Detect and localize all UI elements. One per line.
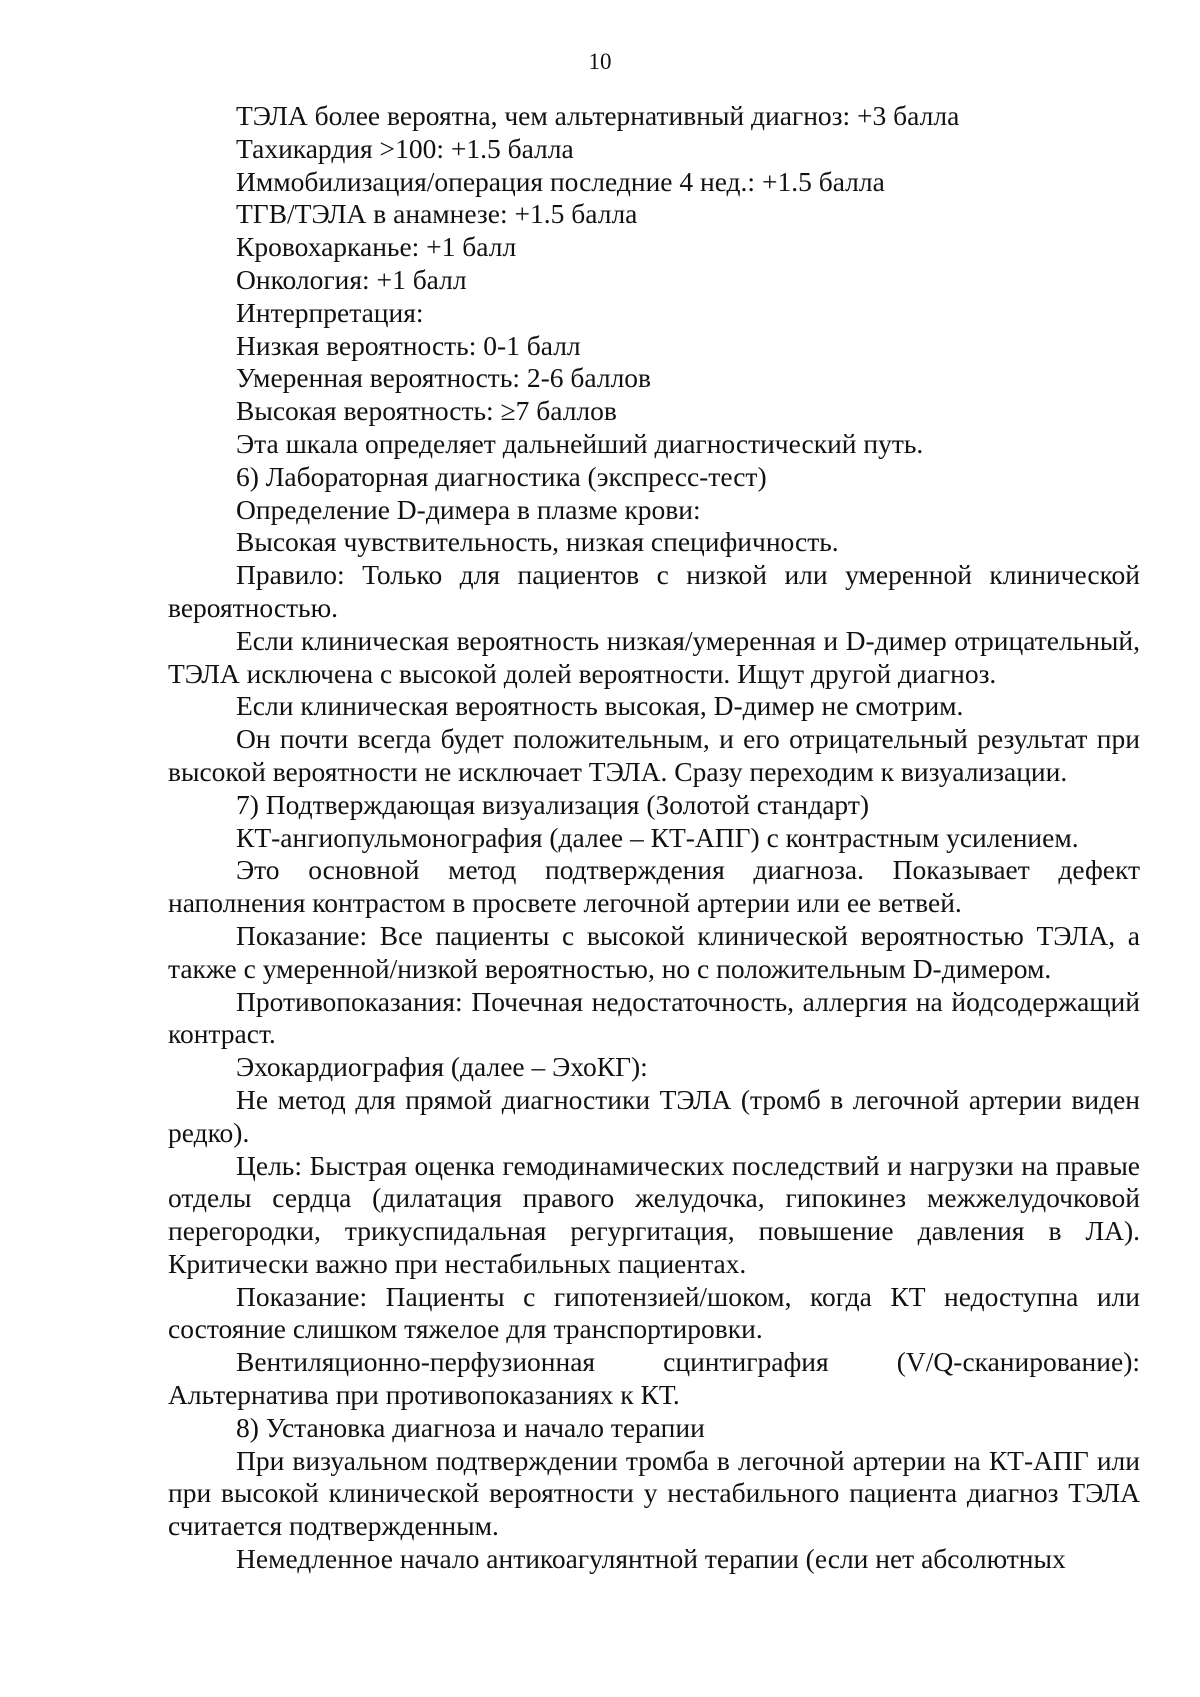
paragraph: Это основной метод подтверждения диагноза. Показывает дефект наполнения контрастом в просвете легочной артерии или ее ветвей. bbox=[168, 854, 1140, 919]
paragraph: Онкология: +1 балл bbox=[236, 263, 467, 295]
paragraph: Интерпретация: bbox=[236, 296, 424, 328]
paragraph: КТ-ангиопульмонография (далее – КТ-АПГ) с контрастным усилением. bbox=[236, 821, 1079, 853]
paragraph: ТЭЛА более вероятна, чем альтернативный диагноз: +3 балла bbox=[236, 100, 960, 131]
paragraph: Если клиническая вероятность низкая/умеренная и D-димер отрицательный, ТЭЛА исключена с высокой долей вероятности. Ищут другой диагноз. bbox=[168, 624, 1140, 689]
paragraph: Тахикардия >100: +1.5 балла bbox=[236, 132, 574, 164]
paragraph: Высокая вероятность: ≥7 баллов bbox=[236, 395, 617, 427]
paragraph: Низкая вероятность: 0-1 балл bbox=[236, 329, 581, 361]
paragraph: При визуальном подтверждении тромба в легочной артерии на КТ-АПГ или при высокой клинической вероятности у нестабильного пациента диагноз ТЭЛА считается подтвержденным. bbox=[168, 1444, 1140, 1542]
paragraph: Правило: Только для пациентов с низкой или умеренной клинической вероятностью. bbox=[168, 559, 1140, 623]
section-heading: 8) Установка диагноза и начало терапии bbox=[236, 1411, 705, 1443]
paragraph: Эхокардиография (далее – ЭхоКГ): bbox=[236, 1051, 648, 1083]
section-heading: 6) Лабораторная диагностика (экспресс-тест) bbox=[236, 460, 767, 492]
paragraph: Он почти всегда будет положительным, и его отрицательный результат при высокой вероятности не исключает ТЭЛА. Сразу переходим к визуализации. bbox=[168, 723, 1140, 787]
paragraph: Иммобилизация/операция последние 4 нед.: +1.5 балла bbox=[236, 165, 885, 197]
paragraph: Немедленное начало антикоагулянтной терапии (если нет абсолютных bbox=[236, 1543, 1066, 1575]
document-body bbox=[168, 100, 1140, 1576]
paragraph: Высокая чувствительность, низкая специфичность. bbox=[236, 526, 839, 558]
paragraph: Эта шкала определяет дальнейший диагностический путь. bbox=[236, 427, 924, 459]
paragraph: Не метод для прямой диагностики ТЭЛА (тромб в легочной артерии виден редко). bbox=[168, 1083, 1140, 1148]
section-heading: 7) Подтверждающая визуализация (Золотой стандарт) bbox=[236, 788, 869, 820]
paragraph: Противопоказания: Почечная недостаточность, аллергия на йодсодержащий контраст. bbox=[168, 985, 1140, 1050]
page-number: 10 bbox=[588, 49, 612, 74]
paragraph: Умеренная вероятность: 2-6 баллов bbox=[236, 362, 652, 394]
paragraph: ТГВ/ТЭЛА в анамнезе: +1.5 балла bbox=[236, 198, 638, 230]
paragraph: Цель: Быстрая оценка гемодинамических последствий и нагрузки на правые отделы сердца (дилатация правого желудочка, гипокинез межжелудочковой перегородки, трикуспидальная регургитация, повышение давления в ЛА). Критически важно при нестабильных пациентах. bbox=[168, 1149, 1140, 1279]
paragraph: Определение D-димера в плазме крови: bbox=[236, 493, 701, 525]
paragraph: Показание: Все пациенты с высокой клинической вероятностью ТЭЛА, а также с умеренной/низкой вероятностью, но с положительным D-димером. bbox=[168, 919, 1140, 984]
paragraph: Кровохарканье: +1 балл bbox=[236, 231, 517, 263]
paragraph: Показание: Пациенты с гипотензией/шоком, когда КТ недоступна или состояние слишком тяжелое для транспортировки. bbox=[168, 1280, 1140, 1345]
paragraph: Вентиляционно-перфузионная сцинтиграфия (V/Q-сканирование): Альтернатива при противопоказаниях к КТ. bbox=[168, 1346, 1140, 1411]
paragraph: Если клиническая вероятность высокая, D-димер не смотрим. bbox=[236, 690, 964, 722]
